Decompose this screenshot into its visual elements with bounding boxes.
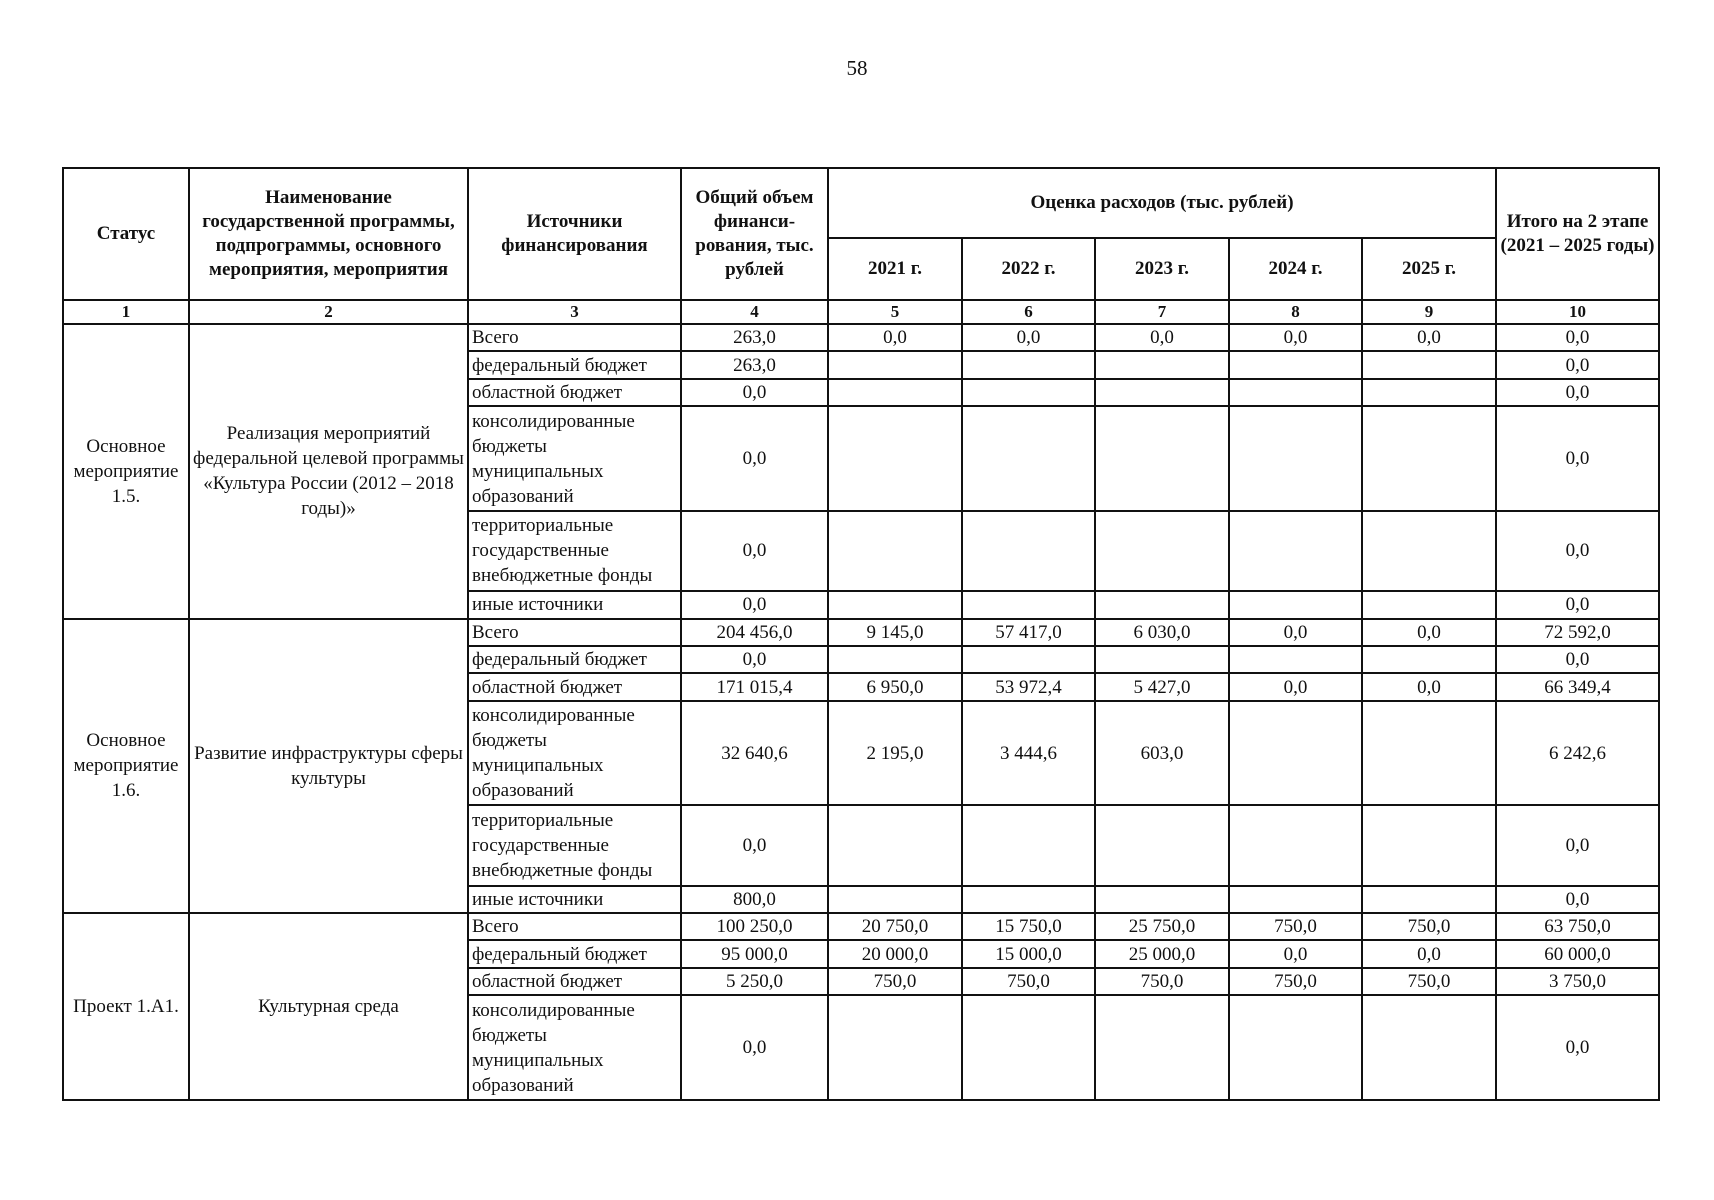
year-2021-value: 20 750,0 xyxy=(828,913,962,940)
year-2024-value xyxy=(1229,701,1362,806)
total-value: 263,0 xyxy=(681,351,828,378)
stage-total-value: 6 242,6 xyxy=(1496,701,1659,806)
year-2024-value: 750,0 xyxy=(1229,913,1362,940)
year-2021-value xyxy=(828,805,962,885)
year-2025-value: 0,0 xyxy=(1362,324,1496,351)
year-2022-value xyxy=(962,511,1095,591)
year-2022-value xyxy=(962,995,1095,1100)
header-total: Общий объем финанси-рования, тыс. рублей xyxy=(681,168,828,300)
year-2025-value xyxy=(1362,805,1496,885)
total-value: 95 000,0 xyxy=(681,940,828,967)
year-2022-value: 750,0 xyxy=(962,968,1095,995)
year-2025-value xyxy=(1362,406,1496,511)
status-cell: Основное мероприятие 1.5. xyxy=(63,324,189,619)
year-2025-value xyxy=(1362,701,1496,806)
year-2025-value: 0,0 xyxy=(1362,619,1496,646)
year-2024-value xyxy=(1229,511,1362,591)
year-2024-value xyxy=(1229,379,1362,406)
stage-total-value: 0,0 xyxy=(1496,886,1659,913)
source-cell: территориальные государственные внебюджетные фонды xyxy=(468,511,681,591)
status-cell: Основное мероприятие 1.6. xyxy=(63,619,189,914)
total-value: 32 640,6 xyxy=(681,701,828,806)
year-2023-value: 750,0 xyxy=(1095,968,1229,995)
measure-name-cell: Развитие инфраструктуры сферы культуры xyxy=(189,619,468,914)
column-number: 4 xyxy=(681,300,828,324)
source-cell: территориальные государственные внебюджетные фонды xyxy=(468,805,681,885)
table-row xyxy=(63,324,1659,351)
total-value: 800,0 xyxy=(681,886,828,913)
year-2025-value: 750,0 xyxy=(1362,968,1496,995)
table-row xyxy=(63,619,1659,646)
stage-total-value: 0,0 xyxy=(1496,995,1659,1100)
header-name: Наименование государственной программы, подпрограммы, основного мероприятия, мероприятия xyxy=(189,168,468,300)
year-2021-value xyxy=(828,351,962,378)
year-2025-value xyxy=(1362,995,1496,1100)
year-2023-value xyxy=(1095,805,1229,885)
total-value: 0,0 xyxy=(681,995,828,1100)
year-2022-value: 15 000,0 xyxy=(962,940,1095,967)
year-2025-value xyxy=(1362,379,1496,406)
source-cell: областной бюджет xyxy=(468,379,681,406)
year-2021-value xyxy=(828,511,962,591)
header-status: Статус xyxy=(63,168,189,300)
year-2023-value: 603,0 xyxy=(1095,701,1229,806)
year-2023-value xyxy=(1095,511,1229,591)
stage-total-value: 3 750,0 xyxy=(1496,968,1659,995)
source-cell: консолидированные бюджеты муниципальных образований xyxy=(468,406,681,511)
measure-name-cell: Культурная среда xyxy=(189,913,468,1100)
total-value: 0,0 xyxy=(681,511,828,591)
header-estimate: Оценка расходов (тыс. рублей) xyxy=(828,168,1496,238)
year-2023-value xyxy=(1095,379,1229,406)
column-number: 9 xyxy=(1362,300,1496,324)
year-2024-value xyxy=(1229,591,1362,618)
year-2024-value xyxy=(1229,406,1362,511)
header-year-2022: 2022 г. xyxy=(962,238,1095,300)
year-2024-value xyxy=(1229,646,1362,673)
year-2024-value: 750,0 xyxy=(1229,968,1362,995)
year-2021-value xyxy=(828,379,962,406)
total-value: 263,0 xyxy=(681,324,828,351)
header-year-2021: 2021 г. xyxy=(828,238,962,300)
total-value: 0,0 xyxy=(681,406,828,511)
total-value: 204 456,0 xyxy=(681,619,828,646)
year-2023-value: 6 030,0 xyxy=(1095,619,1229,646)
year-2023-value: 0,0 xyxy=(1095,324,1229,351)
year-2025-value: 750,0 xyxy=(1362,913,1496,940)
year-2022-value xyxy=(962,805,1095,885)
year-2023-value xyxy=(1095,351,1229,378)
year-2025-value xyxy=(1362,511,1496,591)
year-2024-value xyxy=(1229,805,1362,885)
column-number: 5 xyxy=(828,300,962,324)
table-body xyxy=(63,324,1659,1100)
source-cell: консолидированные бюджеты муниципальных образований xyxy=(468,995,681,1100)
column-number: 1 xyxy=(63,300,189,324)
financing-table xyxy=(62,167,1660,1101)
year-2022-value xyxy=(962,886,1095,913)
year-2025-value xyxy=(1362,646,1496,673)
table-row xyxy=(63,913,1659,940)
total-value: 0,0 xyxy=(681,646,828,673)
year-2022-value: 15 750,0 xyxy=(962,913,1095,940)
total-value: 171 015,4 xyxy=(681,673,828,700)
source-cell: Всего xyxy=(468,913,681,940)
year-2023-value: 25 000,0 xyxy=(1095,940,1229,967)
year-2021-value xyxy=(828,591,962,618)
year-2024-value: 0,0 xyxy=(1229,619,1362,646)
year-2023-value: 5 427,0 xyxy=(1095,673,1229,700)
year-2021-value xyxy=(828,646,962,673)
source-cell: консолидированные бюджеты муниципальных образований xyxy=(468,701,681,806)
year-2024-value: 0,0 xyxy=(1229,324,1362,351)
year-2023-value xyxy=(1095,886,1229,913)
column-number: 10 xyxy=(1496,300,1659,324)
stage-total-value: 0,0 xyxy=(1496,351,1659,378)
source-cell: федеральный бюджет xyxy=(468,646,681,673)
year-2025-value xyxy=(1362,351,1496,378)
year-2022-value xyxy=(962,379,1095,406)
total-value: 0,0 xyxy=(681,379,828,406)
year-2022-value xyxy=(962,351,1095,378)
stage-total-value: 66 349,4 xyxy=(1496,673,1659,700)
year-2022-value: 53 972,4 xyxy=(962,673,1095,700)
total-value: 0,0 xyxy=(681,805,828,885)
year-2024-value xyxy=(1229,995,1362,1100)
year-2025-value xyxy=(1362,886,1496,913)
total-value: 100 250,0 xyxy=(681,913,828,940)
column-number-row xyxy=(63,300,1659,324)
stage-total-value: 0,0 xyxy=(1496,805,1659,885)
year-2025-value: 0,0 xyxy=(1362,940,1496,967)
year-2024-value xyxy=(1229,351,1362,378)
source-cell: иные источники xyxy=(468,886,681,913)
stage-total-value: 60 000,0 xyxy=(1496,940,1659,967)
year-2021-value: 6 950,0 xyxy=(828,673,962,700)
year-2023-value xyxy=(1095,995,1229,1100)
year-2022-value: 3 444,6 xyxy=(962,701,1095,806)
stage-total-value: 72 592,0 xyxy=(1496,619,1659,646)
year-2021-value: 750,0 xyxy=(828,968,962,995)
source-cell: областной бюджет xyxy=(468,673,681,700)
column-number: 8 xyxy=(1229,300,1362,324)
header-year-2025: 2025 г. xyxy=(1362,238,1496,300)
year-2022-value xyxy=(962,406,1095,511)
stage-total-value: 0,0 xyxy=(1496,511,1659,591)
year-2021-value: 20 000,0 xyxy=(828,940,962,967)
year-2021-value xyxy=(828,995,962,1100)
stage-total-value: 0,0 xyxy=(1496,646,1659,673)
header-year-2023: 2023 г. xyxy=(1095,238,1229,300)
year-2022-value xyxy=(962,646,1095,673)
year-2023-value: 25 750,0 xyxy=(1095,913,1229,940)
header-sources: Источники финансирования xyxy=(468,168,681,300)
year-2021-value: 0,0 xyxy=(828,324,962,351)
year-2025-value: 0,0 xyxy=(1362,673,1496,700)
status-cell: Проект 1.А1. xyxy=(63,913,189,1100)
year-2021-value xyxy=(828,406,962,511)
stage-total-value: 0,0 xyxy=(1496,591,1659,618)
stage-total-value: 0,0 xyxy=(1496,324,1659,351)
source-cell: федеральный бюджет xyxy=(468,351,681,378)
source-cell: Всего xyxy=(468,619,681,646)
year-2022-value: 57 417,0 xyxy=(962,619,1095,646)
column-number: 3 xyxy=(468,300,681,324)
stage-total-value: 0,0 xyxy=(1496,379,1659,406)
year-2021-value: 9 145,0 xyxy=(828,619,962,646)
year-2021-value xyxy=(828,886,962,913)
year-2024-value: 0,0 xyxy=(1229,940,1362,967)
year-2023-value xyxy=(1095,646,1229,673)
stage-total-value: 63 750,0 xyxy=(1496,913,1659,940)
total-value: 0,0 xyxy=(681,591,828,618)
year-2022-value: 0,0 xyxy=(962,324,1095,351)
year-2023-value xyxy=(1095,406,1229,511)
year-2022-value xyxy=(962,591,1095,618)
source-cell: иные источники xyxy=(468,591,681,618)
year-2024-value xyxy=(1229,886,1362,913)
column-number: 2 xyxy=(189,300,468,324)
source-cell: Всего xyxy=(468,324,681,351)
header-stage-total: Итого на 2 этапе (2021 – 2025 годы) xyxy=(1496,168,1659,300)
source-cell: федеральный бюджет xyxy=(468,940,681,967)
total-value: 5 250,0 xyxy=(681,968,828,995)
stage-total-value: 0,0 xyxy=(1496,406,1659,511)
page-number: 58 xyxy=(846,56,868,80)
year-2024-value: 0,0 xyxy=(1229,673,1362,700)
year-2021-value: 2 195,0 xyxy=(828,701,962,806)
column-number: 6 xyxy=(962,300,1095,324)
year-2025-value xyxy=(1362,591,1496,618)
header-year-2024: 2024 г. xyxy=(1229,238,1362,300)
column-number: 7 xyxy=(1095,300,1229,324)
source-cell: областной бюджет xyxy=(468,968,681,995)
year-2023-value xyxy=(1095,591,1229,618)
measure-name-cell: Реализация мероприятий федеральной целевой программы «Культура России (2012 – 2018 годы)» xyxy=(189,324,468,619)
